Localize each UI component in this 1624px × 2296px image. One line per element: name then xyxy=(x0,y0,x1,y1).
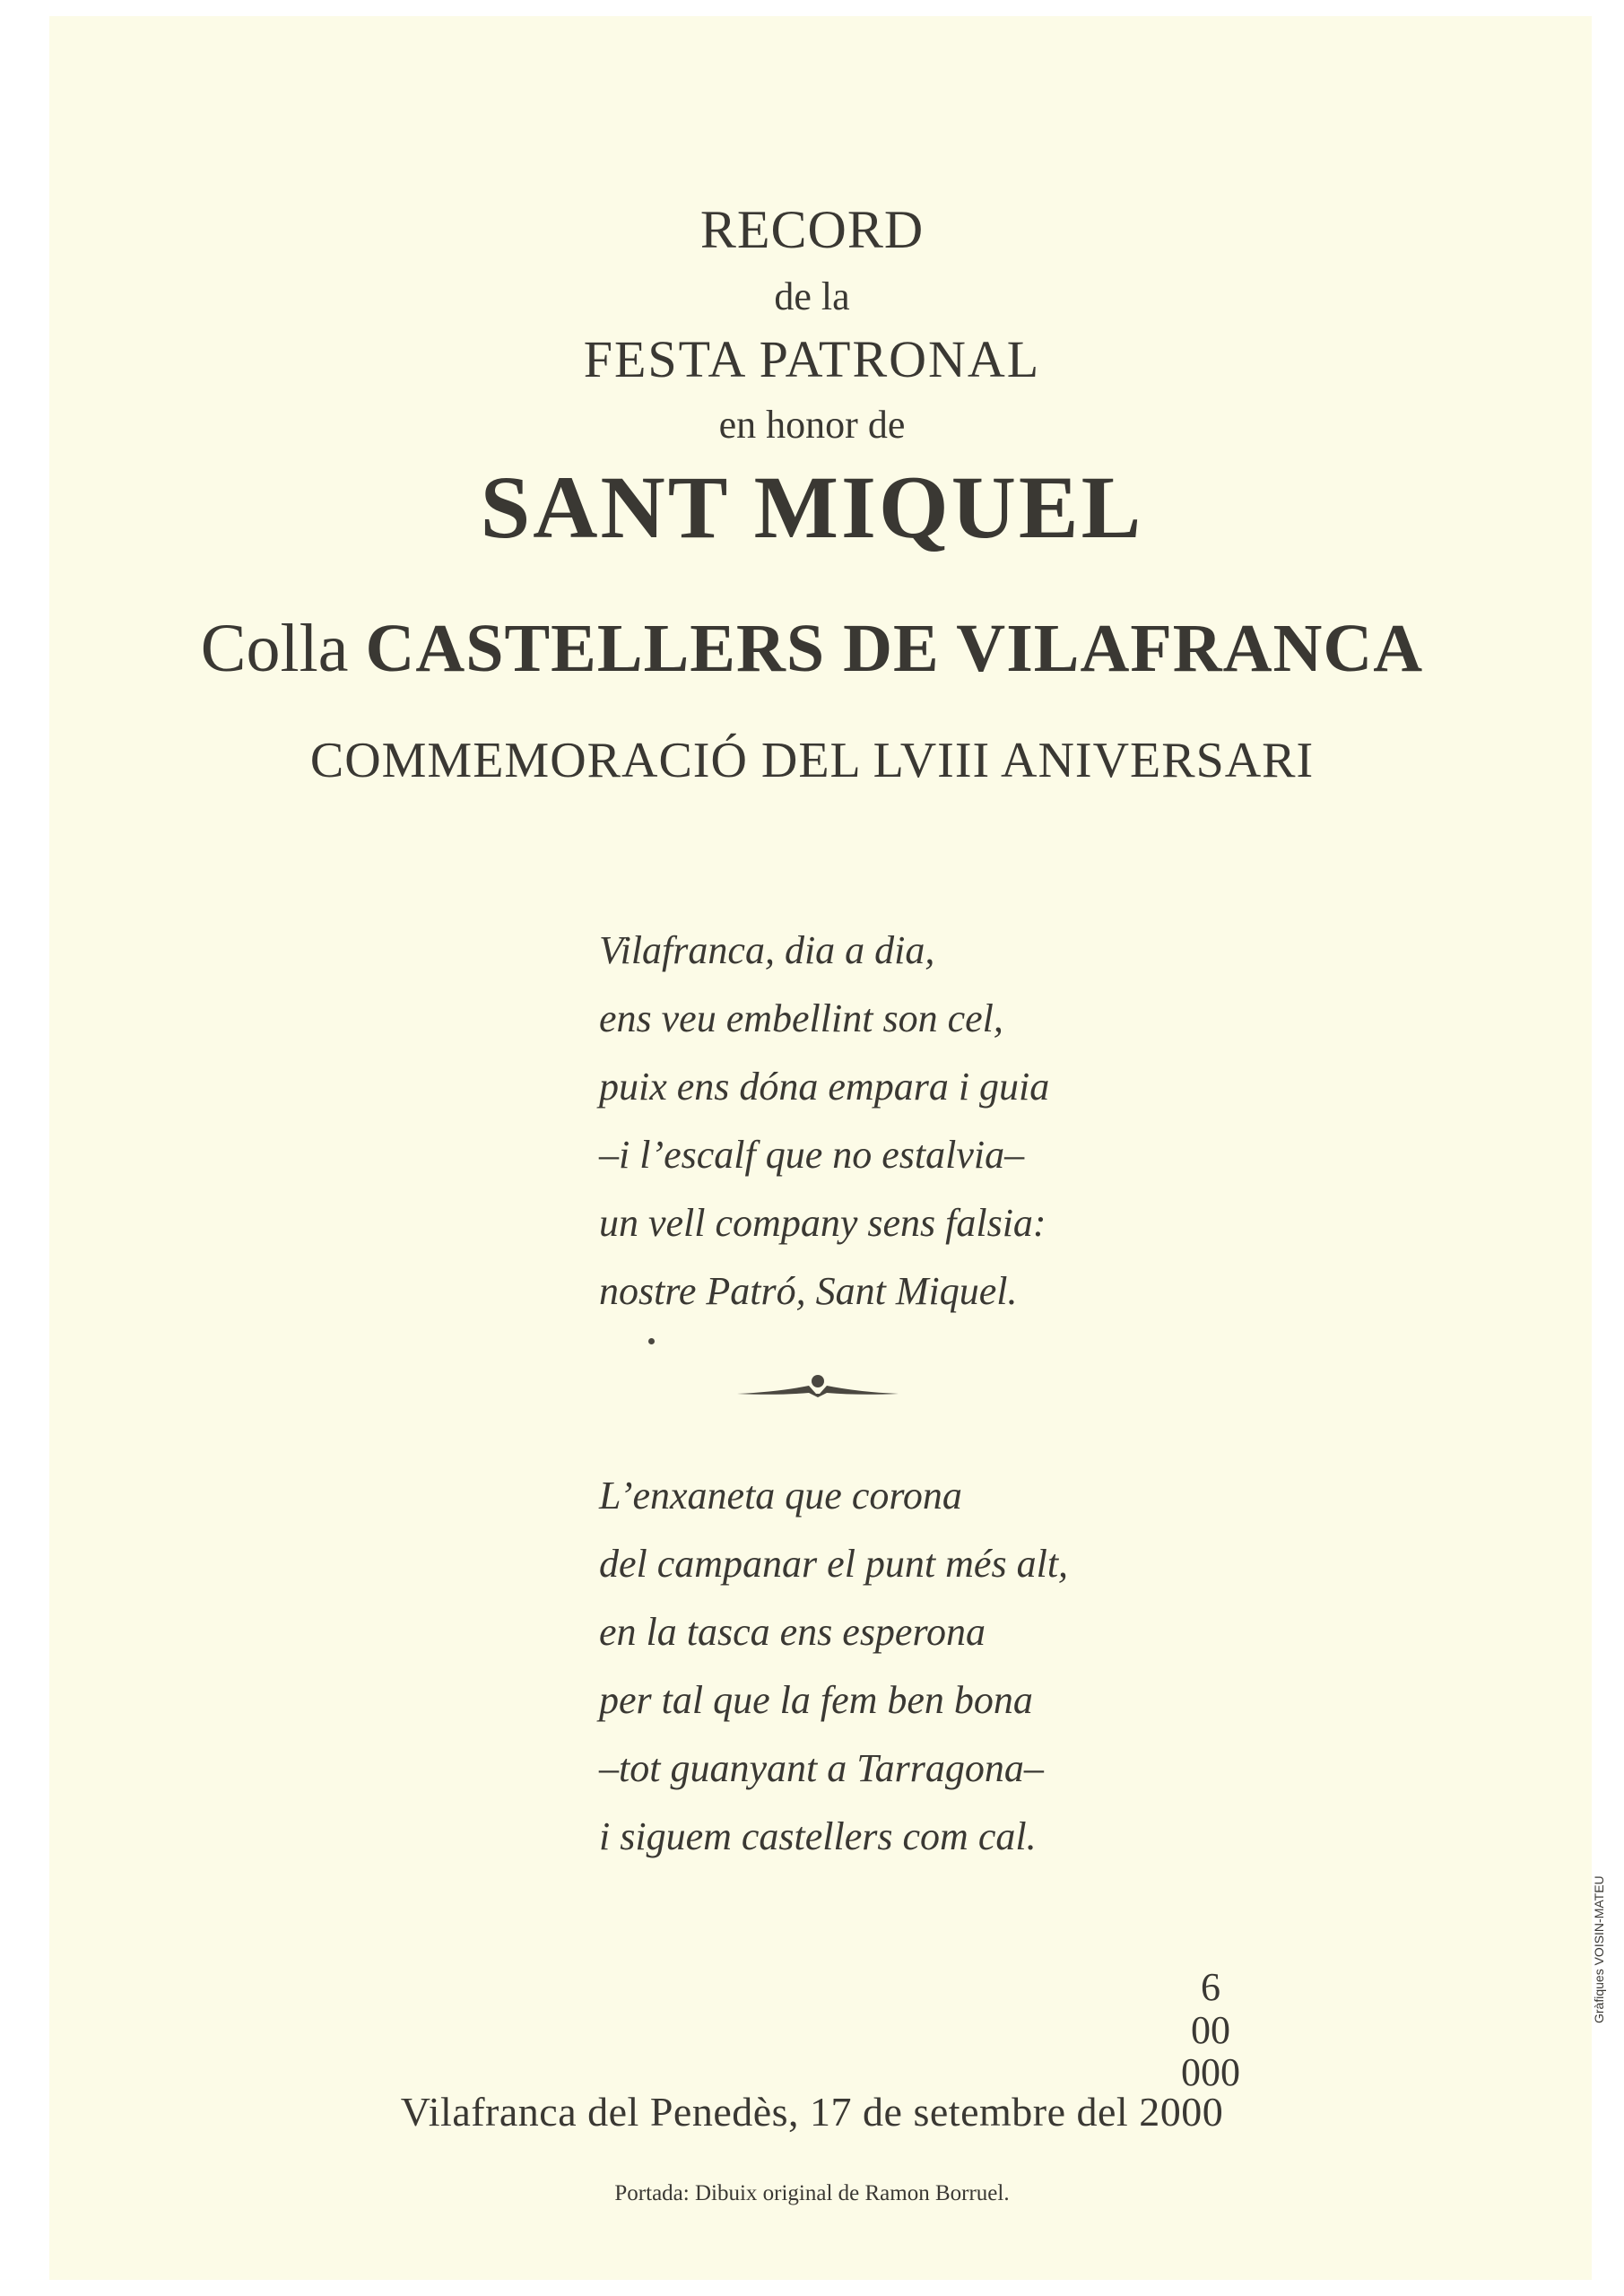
poem-line: un vell company sens falsia: xyxy=(599,1201,1046,1245)
commemoration-heading: COMMEMORACIÓ DEL LVIII ANIVERSARI xyxy=(309,733,1315,788)
de-la-text: de la xyxy=(774,274,850,318)
poem-line: en la tasca ens esperona xyxy=(599,1610,986,1654)
poem-line: –tot guanyant a Tarragona– xyxy=(599,1746,1044,1790)
ornament-divider-icon xyxy=(737,1372,899,1405)
cover-credit: Portada: Dibuix original de Ramon Borruel. xyxy=(614,2181,1010,2205)
place-date-line: Vilafranca del Penedès, 17 de setembre del 2000 xyxy=(400,2089,1224,2135)
poem-line: L’enxaneta que corona xyxy=(599,1474,962,1518)
colla-word: Colla xyxy=(200,611,349,686)
poem-line: Vilafranca, dia a dia, xyxy=(599,928,935,972)
poem-stanza-2 xyxy=(599,1462,1068,1871)
saint-name-title: SANT MIQUEL xyxy=(480,457,1144,557)
ink-dot xyxy=(648,1338,655,1344)
colla-heading xyxy=(0,610,1624,688)
record-heading: RECORD xyxy=(699,200,925,259)
edition-number-line: 00 xyxy=(1191,2008,1230,2052)
edition-number-line: 000 xyxy=(1181,2050,1240,2094)
printer-credit-text: Gràfiques VOISIN-MATEU xyxy=(1592,1875,1606,2023)
printer-credit xyxy=(1592,1875,1606,2024)
poem-line: del campanar el punt més alt, xyxy=(599,1542,1069,1586)
en-honor-de-text: en honor de xyxy=(718,403,906,447)
poem-line: i siguem castellers com cal. xyxy=(599,1814,1037,1858)
poem-line: nostre Patró, Sant Miquel. xyxy=(599,1269,1018,1313)
poem-line: –i l’escalf que no estalvia– xyxy=(599,1133,1025,1177)
poem-stanza-1 xyxy=(599,917,1049,1326)
poem-line: puix ens dóna empara i guia xyxy=(599,1065,1050,1109)
edition-number-line: 6 xyxy=(1201,1965,1220,2009)
poem-line: per tal que la fem ben bona xyxy=(599,1678,1033,1722)
poem-line: ens veu embellint son cel, xyxy=(599,996,1003,1040)
colla-name: CASTELLERS DE VILAFRANCA xyxy=(365,611,1424,686)
festa-patronal-heading: FESTA PATRONAL xyxy=(583,330,1041,388)
